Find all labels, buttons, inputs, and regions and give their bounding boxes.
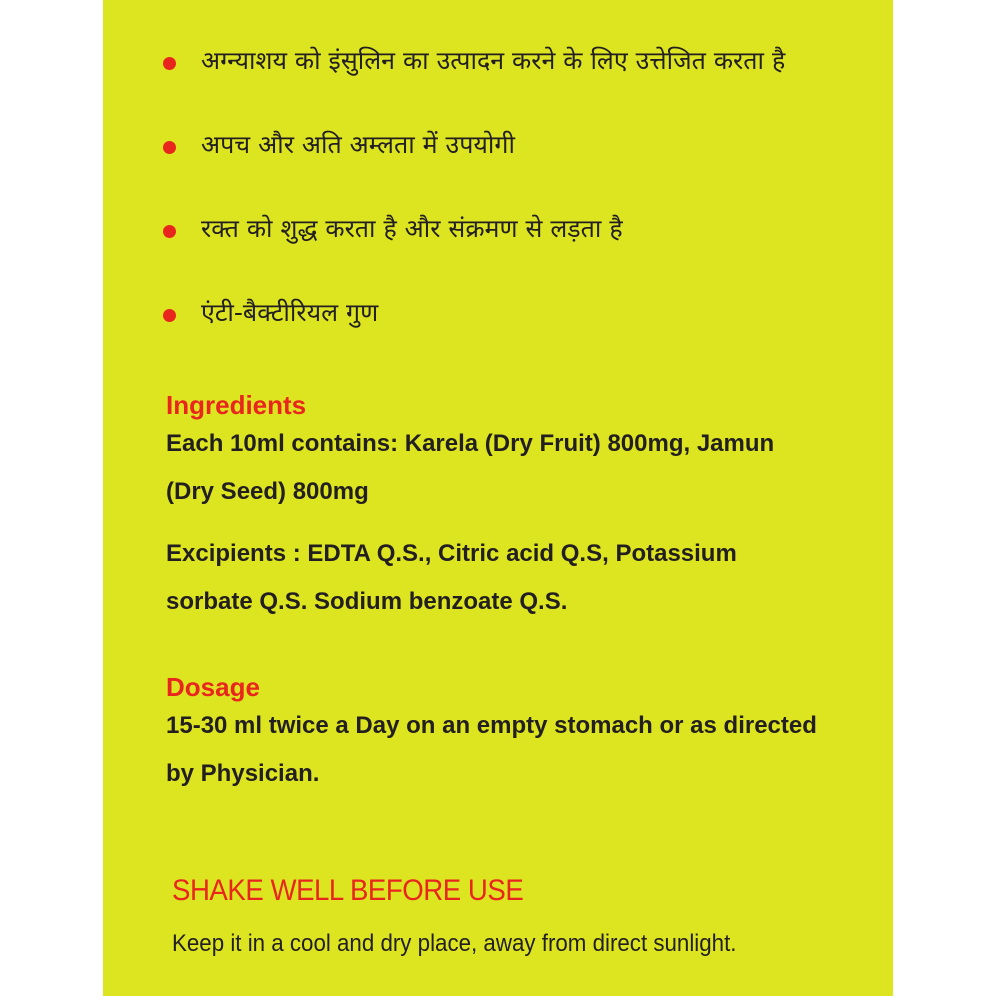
ingredients-contents: Each 10ml contains: Karela (Dry Fruit) 800mg, Jamun (Dry Seed) 800mg (166, 430, 775, 505)
benefit-text: अपच और अति अम्लता में उपयोगी (201, 130, 515, 159)
dosage-text: 15-30 ml twice a Day on an empty stomach or as directed by Physician. (166, 712, 817, 787)
bullet-dot-icon (163, 57, 176, 70)
benefit-text: एंटी-बैक्टीरियल गुण (201, 298, 379, 327)
label-panel (103, 0, 893, 996)
shake-warning: SHAKE WELL BEFORE USE (172, 874, 524, 907)
benefits-list (163, 37, 883, 373)
bullet-dot-icon (163, 225, 176, 238)
bullet-dot-icon (163, 141, 176, 154)
list-item (163, 37, 883, 121)
list-item (163, 289, 883, 373)
ingredients-heading: Ingredients (166, 390, 307, 420)
bullet-dot-icon (163, 309, 176, 322)
benefit-text: अग्न्याशय को इंसुलिन का उत्पादन करने के लिए उत्तेजित करता है (201, 46, 786, 75)
benefit-text: रक्त को शुद्ध करता है और संक्रमण से लड़ता है (201, 214, 623, 243)
storage-instructions: Keep it in a cool and dry place, away from direct sunlight. (172, 930, 737, 957)
list-item (163, 205, 883, 289)
dosage-heading: Dosage (166, 672, 260, 702)
excipients-text: Excipients : EDTA Q.S., Citric acid Q.S, Potassium sorbate Q.S. Sodium benzoate Q.S. (166, 540, 737, 615)
list-item (163, 121, 883, 205)
